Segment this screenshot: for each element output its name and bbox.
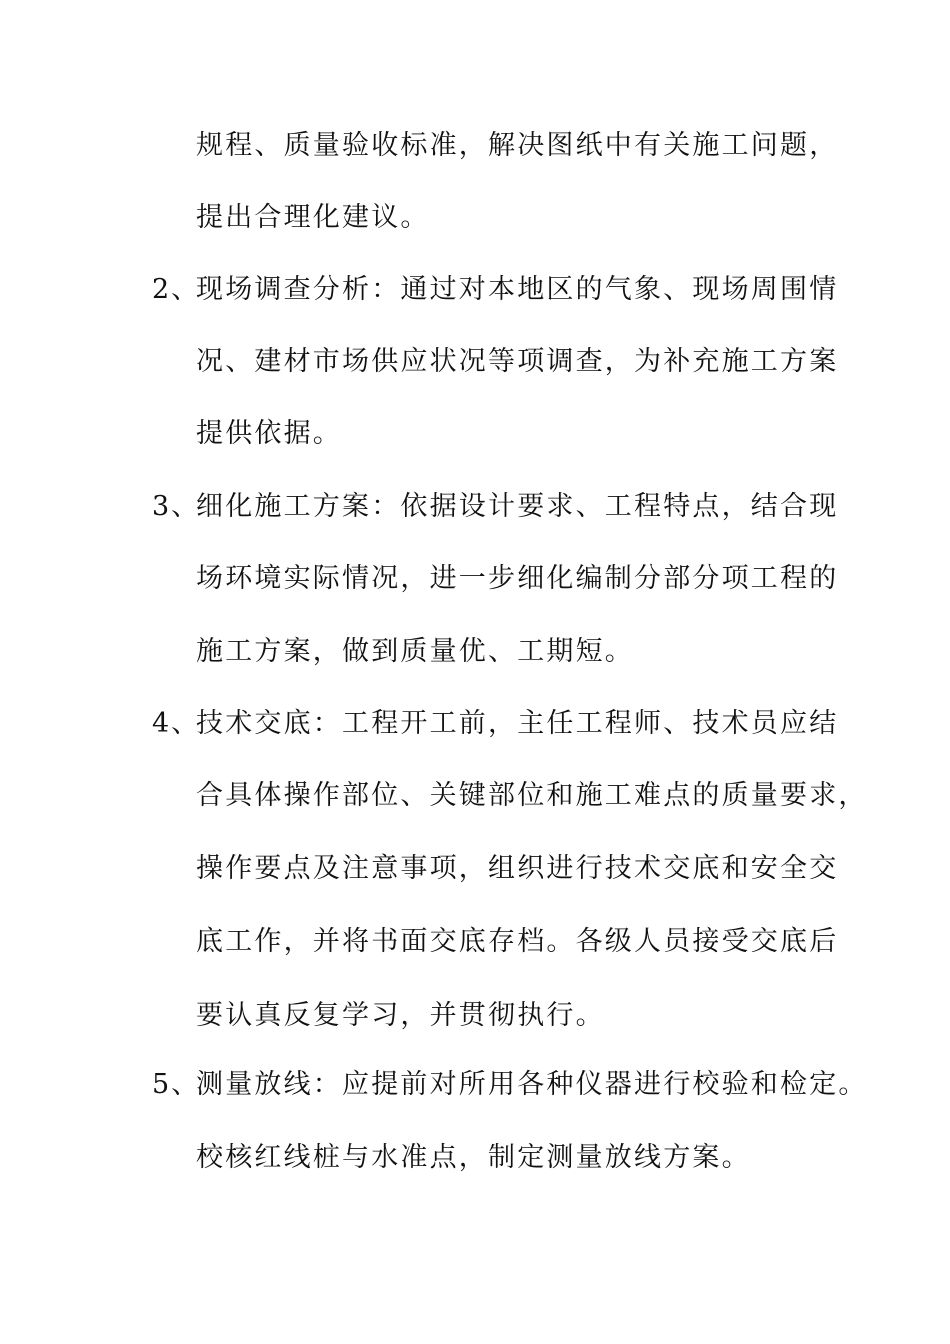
item-number: 2、: [152, 274, 201, 305]
paragraph-line: 操作要点及注意事项，组织进行技术交底和安全交: [196, 853, 839, 884]
paragraph-line: 场环境实际情况，进一步细化编制分部分项工程的: [196, 563, 839, 594]
item-number: 5、: [152, 1069, 201, 1100]
paragraph-line: 现场调查分析：通过对本地区的气象、现场周围情: [196, 274, 839, 305]
paragraph-line: 要认真反复学习，并贯彻执行。: [196, 1000, 605, 1031]
paragraph-line: 细化施工方案：依据设计要求、工程特点，结合现: [196, 491, 839, 522]
paragraph-line: 校核红线桩与水准点，制定测量放线方案。: [196, 1142, 751, 1173]
item-number: 3、: [152, 491, 201, 522]
paragraph-line: 提出合理化建议。: [196, 202, 430, 233]
paragraph-line: 规程、质量验收标准，解决图纸中有关施工问题，: [196, 130, 839, 161]
paragraph-line: 施工方案，做到质量优、工期短。: [196, 636, 634, 667]
paragraph-line: 底工作，并将书面交底存档。各级人员接受交底后: [196, 926, 839, 957]
paragraph-line: 提供依据。: [196, 418, 342, 449]
paragraph-line: 技术交底：工程开工前，主任工程师、技术员应结: [196, 708, 839, 739]
paragraph-line: 合具体操作部位、关键部位和施工难点的质量要求，: [196, 780, 868, 811]
paragraph-line: 况、建材市场供应状况等项调查，为补充施工方案: [196, 346, 839, 377]
paragraph-line: 测量放线：应提前对所用各种仪器进行校验和检定。: [196, 1069, 868, 1100]
item-number: 4、: [152, 708, 201, 739]
